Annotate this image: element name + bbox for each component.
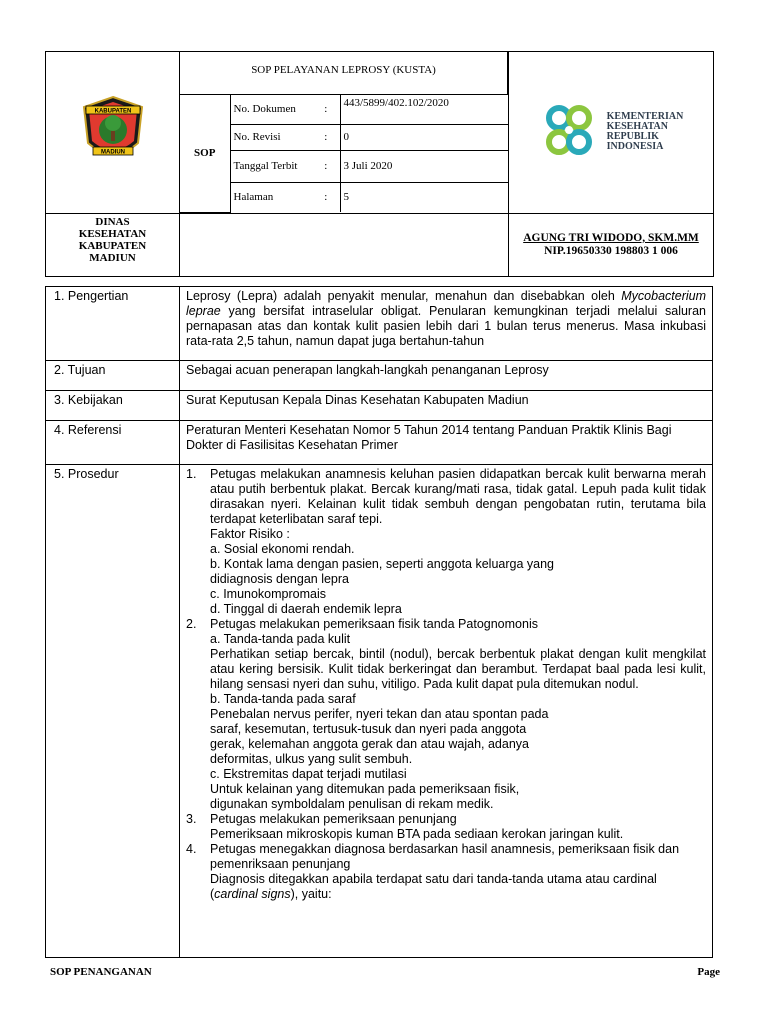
step-number: 1. xyxy=(186,467,197,481)
footer-left: SOP PENANGANAN xyxy=(50,966,152,978)
section-content-kebijakan: Surat Keputusan Kepala Dinas Kesehatan Kabupaten Madiun xyxy=(180,391,713,421)
meta-colon: : xyxy=(312,150,340,182)
procedure-step xyxy=(186,467,706,617)
pengertian-italic: Mycobacterium leprae xyxy=(186,289,706,318)
meta-label-tanggal-terbit: Tanggal Terbit xyxy=(230,150,312,182)
document-title: SOP PELAYANAN LEPROSY (KUSTA) xyxy=(180,52,508,94)
dinas-cell xyxy=(46,213,180,276)
sub-text: digunakan symboldalam penulisan di rekam medik. xyxy=(210,797,494,811)
step-text: Petugas melakukan pemeriksaan penunjang xyxy=(210,812,457,826)
meta-label-halaman: Halaman xyxy=(230,182,312,212)
step-number: 3. xyxy=(186,812,197,826)
kabupaten-madiun-emblem-icon xyxy=(76,93,150,167)
dinas-line: DINAS xyxy=(95,215,130,228)
right-logo-cell xyxy=(509,52,714,214)
meta-value-no-revisi: 0 xyxy=(340,124,508,150)
risk-item: b. Kontak lama dengan pasien, seperti anggota keluarga yang xyxy=(210,557,554,571)
page-footer xyxy=(50,966,720,978)
dinas-line: KESEHATAN xyxy=(78,227,147,240)
pengertian-text: yang bersifat intraselular obligat. Penularan kemungkinan terjadi melalui saluran pernapasan atas dan kontak kulit pasien lebih dari 1 bulan terus menerus. Masa inkubasi rata-rata 2,5 tahun, namun dapat juga bertahun-tahun xyxy=(186,304,706,348)
sub-text: Penebalan nervus perifer, nyeri tekan dan atau spontan pada xyxy=(210,707,549,721)
kemenkes-line: KEMENTERIAN xyxy=(606,111,684,123)
section-label-prosedur: 5. Prosedur xyxy=(46,465,180,958)
step-text: Petugas melakukan anamnesis keluhan pasien didapatkan bercak kulit berwarna merah atau putih berbentuk plakat. Bercak kurang/mati rasa, tidak gatal. Lepuh pada kulit tidak dirasakan nyeri. Kelainan kulit tidak sembuh dengan pengobatan rutin, terutama bila terdapat keterlibatan saraf tepi. xyxy=(210,467,706,526)
footer-right: Page xyxy=(697,966,720,978)
sop-header-table xyxy=(45,51,714,277)
section-content-prosedur xyxy=(180,465,713,958)
meta-value-tanggal-terbit: 3 Juli 2020 xyxy=(340,150,508,182)
detail-text: ), yaitu: xyxy=(290,887,332,901)
detail-text: Diagnosis ditegakkan apabila terdapat satu dari tanda-tanda utama atau cardinal ( xyxy=(210,872,657,901)
procedure-step xyxy=(186,812,706,842)
section-label-pengertian: 1. Pengertian xyxy=(46,287,180,361)
meta-value-halaman: 5 xyxy=(340,182,508,212)
section-content-pengertian xyxy=(180,287,713,361)
section-content-referensi: Peraturan Menteri Kesehatan Nomor 5 Tahun 2014 tentang Panduan Praktik Klinis Bagi Dokter di Fasilisitas Kesehatan Primer xyxy=(180,421,713,465)
procedure-step xyxy=(186,617,706,812)
sop-body-table xyxy=(45,286,713,958)
document-info-table xyxy=(180,52,508,213)
kemenkes-line: KESEHATAN xyxy=(606,121,668,133)
faktor-risiko-heading: Faktor Risiko : xyxy=(210,527,290,541)
sub-text: Perhatikan setiap bercak, bintil (nodul), bercak berbentuk plakat dengan kulit mengkilat atau kering bersisik. Kulit tidak berkeringat dan berambut. Terdapat baal pada lesi kulit, hilang sensasi nyeri dan suhu, vitiligo. Pada kulit dapat pula ditemukan nodul. xyxy=(210,647,706,691)
step-detail: Pemeriksaan mikroskopis kuman BTA pada sediaan kerokan jaringan kulit. xyxy=(210,827,624,841)
dinas-line: MADIUN xyxy=(89,251,136,264)
step-number: 2. xyxy=(186,617,197,631)
step-detail xyxy=(210,872,706,902)
kemenkes-logo xyxy=(509,104,713,160)
kemenkes-line: REPUBLIK xyxy=(606,131,659,143)
sub-heading: b. Tanda-tanda pada saraf xyxy=(210,692,356,706)
meta-label-no-dokumen: No. Dokumen xyxy=(230,94,312,124)
sub-text: gerak, kelemahan anggota gerak dan atau wajah, adanya xyxy=(210,737,529,751)
kemenkes-line: INDONESIA xyxy=(606,141,664,153)
risk-item: d. Tinggal di daerah endemik lepra xyxy=(210,602,402,616)
pengertian-text: Leprosy (Lepra) adalah penyakit menular, menahun dan disebabkan oleh xyxy=(186,289,622,303)
signatory-nip: NIP.19650330 198803 1 006 xyxy=(544,244,678,257)
logo-top-text: KABUPATEN xyxy=(94,108,131,115)
step-number: 4. xyxy=(186,842,197,856)
section-label-tujuan: 2. Tujuan xyxy=(46,361,180,391)
meta-value-no-dokumen: 443/5899/402.102/2020 xyxy=(340,94,508,124)
risk-item: c. Imunokompromais xyxy=(210,587,327,601)
kemenkes-logo-icon xyxy=(539,104,599,160)
sub-text: Untuk kelainan yang ditemukan pada pemeriksaan fisik, xyxy=(210,782,520,796)
risk-item-continued: didiagnosis dengan lepra xyxy=(210,572,349,586)
section-label-referensi: 4. Referensi xyxy=(46,421,180,465)
meta-colon: : xyxy=(312,124,340,150)
middle-header-cell xyxy=(180,52,509,214)
step-text: Petugas menegakkan diagnosa berdasarkan hasil anamnesis, pemeriksaan fisik dan pemenriksaan penunjang xyxy=(210,842,680,871)
sub-heading: a. Tanda-tanda pada kulit xyxy=(210,632,351,646)
kemenkes-logo-text xyxy=(607,112,684,152)
sub-text: saraf, kesemutan, tertusuk-tusuk dan nyeri pada anggota xyxy=(210,722,527,736)
section-content-tujuan: Sebagai acuan penerapan langkah-langkah penanganan Leprosy xyxy=(180,361,713,391)
step-text: Petugas melakukan pemeriksaan fisik tanda Patognomonis xyxy=(210,617,538,631)
signatory-name: AGUNG TRI WIDODO, SKM.MM xyxy=(523,231,699,244)
signatory-cell xyxy=(509,213,714,276)
sop-label: SOP xyxy=(180,94,230,212)
sub-heading: c. Ekstremitas dapat terjadi mutilasi xyxy=(210,767,407,781)
detail-italic: cardinal signs xyxy=(214,887,291,901)
dinas-line: KABUPATEN xyxy=(78,239,147,252)
sub-text: deformitas, ulkus yang sulit sembuh. xyxy=(210,752,413,766)
empty-cell xyxy=(180,213,509,276)
meta-colon: : xyxy=(312,182,340,212)
risk-item: a. Sosial ekonomi rendah. xyxy=(210,542,355,556)
section-label-kebijakan: 3. Kebijakan xyxy=(46,391,180,421)
meta-colon: : xyxy=(312,94,340,124)
meta-label-no-revisi: No. Revisi xyxy=(230,124,312,150)
procedure-step xyxy=(186,842,706,902)
left-logo-cell xyxy=(46,52,180,214)
logo-bottom-text: MADIUN xyxy=(100,149,125,156)
